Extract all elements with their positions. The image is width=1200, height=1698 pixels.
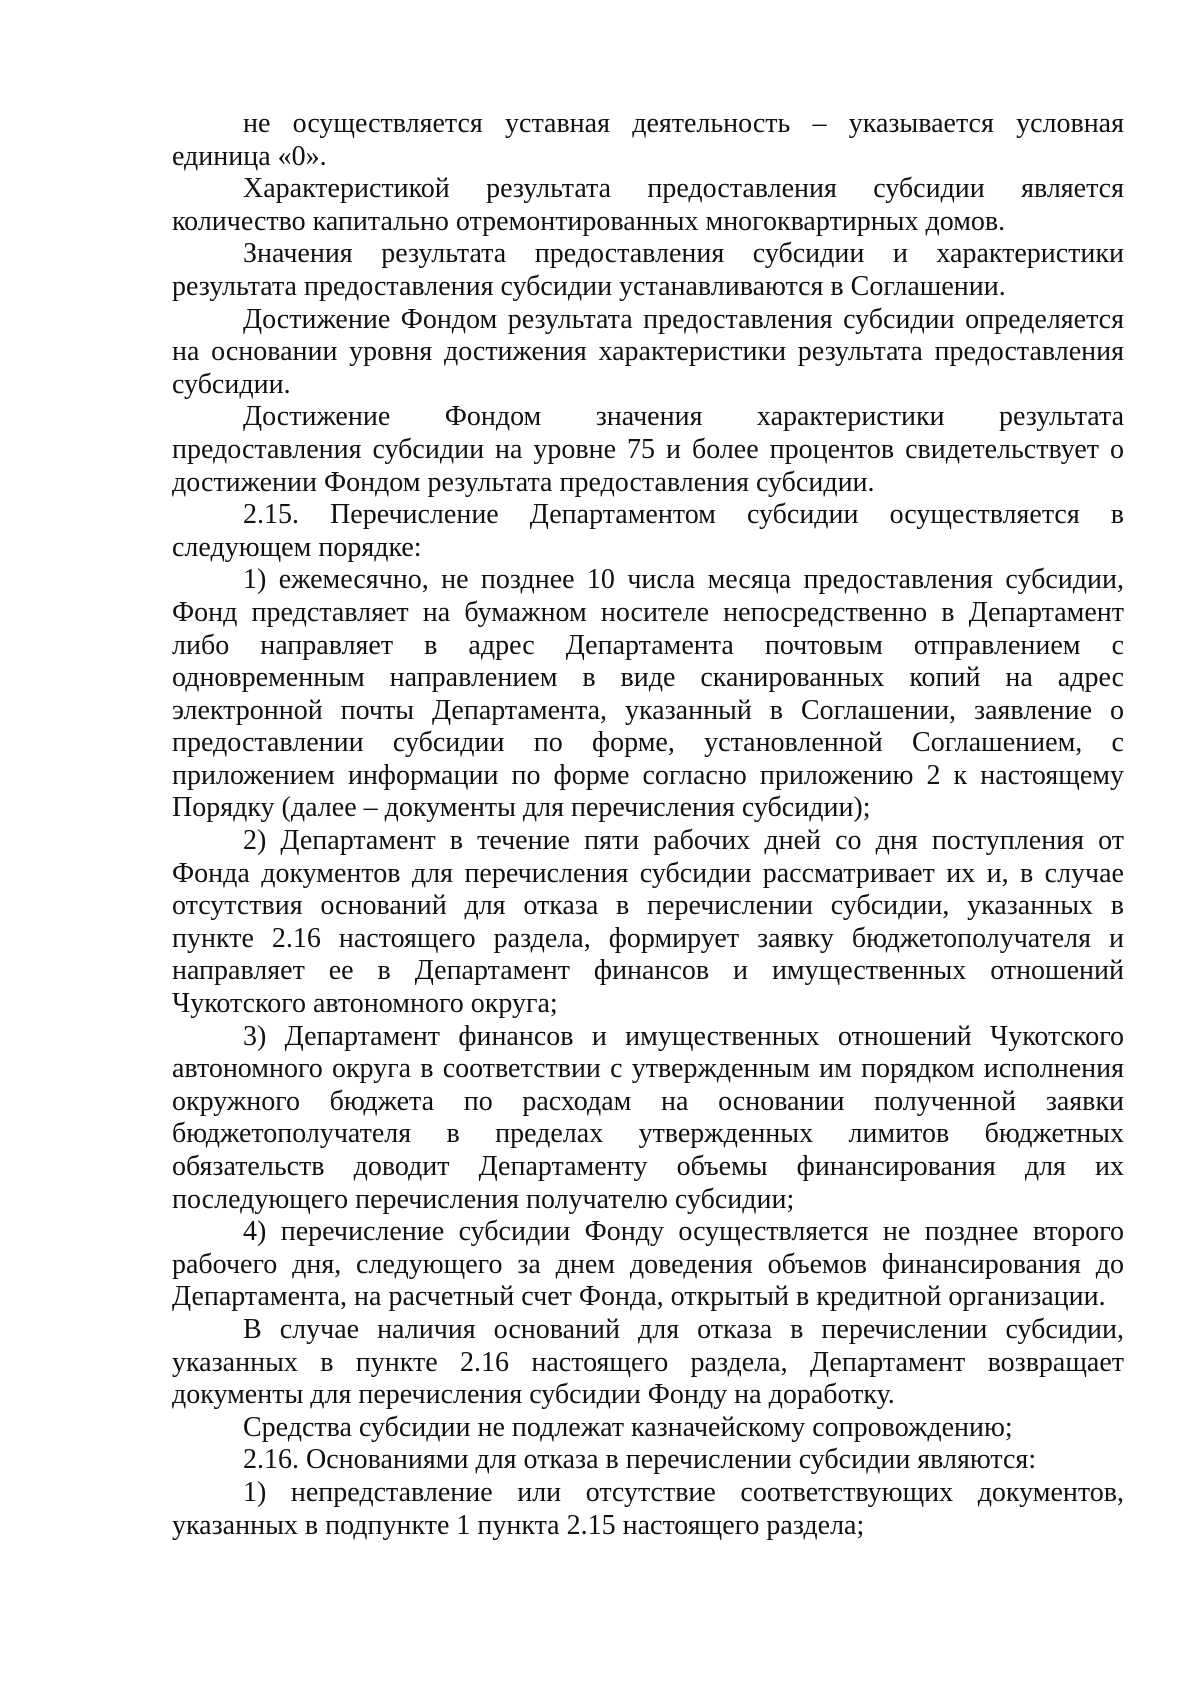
paragraph-2-15-item-2: 2) Департамент в течение пяти рабочих дней со дня поступления от Фонда документов для перечисления субсидии рассматривает их и, в случае отсутствия оснований для отказа в перечислении субсидии, указанных в пункте 2.16 настоящего раздела, формирует заявку бюджетополучателя и направляет ее в Департамент финансов и имущественных отношений Чукотского автономного округа; <box>172 825 1124 1020</box>
paragraph-characteristic: Характеристикой результата предоставления субсидии является количество капитально отремонтированных многоквартирных домов. <box>172 173 1124 237</box>
paragraph-continuation: не осуществляется уставная деятельность – указывается условная единица «0». <box>172 108 1124 172</box>
paragraph-2-16: 2.16. Основаниями для отказа в перечислении субсидии являются: <box>243 1444 1037 1476</box>
paragraph-treasury: Средства субсидии не подлежат казначейскому сопровождению; <box>243 1411 1013 1443</box>
paragraph-2-15-item-3: 3) Департамент финансов и имущественных отношений Чукотского автономного округа в соответствии с утвержденным им порядком исполнения окружного бюджета по расходам на основании полученной заявки бюджетополучателя в пределах утвержденных лимитов бюджетных обязательств доводит Департаменту объемы финансирования для их последующего перечисления получателю субсидии; <box>172 1020 1124 1215</box>
paragraph-achievement-result: Достижение Фондом результата предоставления субсидии определяется на основании уровня достижения характеристики результата предоставления субсидии. <box>172 303 1124 400</box>
paragraph-2-15-item-4: 4) перечисление субсидии Фонду осуществляется не позднее второго рабочего дня, следующего за днем доведения объемов финансирования до Департамента, на расчетный счет Фонда, открытый в кредитной организации. <box>172 1216 1124 1313</box>
paragraph-refusal-return: В случае наличия оснований для отказа в перечислении субсидии, указанных в пункте 2.16 настоящего раздела, Департамент возвращает документы для перечисления субсидии Фонду на доработку. <box>172 1313 1124 1411</box>
document-page <box>172 108 1124 1542</box>
paragraph-values: Значения результата предоставления субсидии и характеристики результата предоставления субсидии устанавливаются в Соглашении. <box>172 238 1124 302</box>
paragraph-2-15: 2.15. Перечисление Департаментом субсидии осуществляется в следующем порядке: <box>172 499 1124 563</box>
paragraph-2-16-item-1: 1) непредставление или отсутствие соответствующих документов, указанных в подпункте 1 пункта 2.15 настоящего раздела; <box>172 1476 1124 1541</box>
paragraph-achievement-value: Достижение Фондом значения характеристики результата предоставления субсидии на уровне 75 и более процентов свидетельствует о достижении Фондом результата предоставления субсидии. <box>172 401 1124 498</box>
paragraph-2-15-item-1: 1) ежемесячно, не позднее 10 числа месяца предоставления субсидии, Фонд представляет на бумажном носителе непосредственно в Департамент либо направляет в адрес Департамента почтовым отправлением с одновременным направлением в виде сканированных копий на адрес электронной почты Департамента, указанный в Соглашении, заявление о предоставлении субсидии по форме, установленной Соглашением, с приложением информации по форме согласно приложению 2 к настоящему Порядку (далее – документы для перечисления субсидии); <box>172 564 1124 824</box>
